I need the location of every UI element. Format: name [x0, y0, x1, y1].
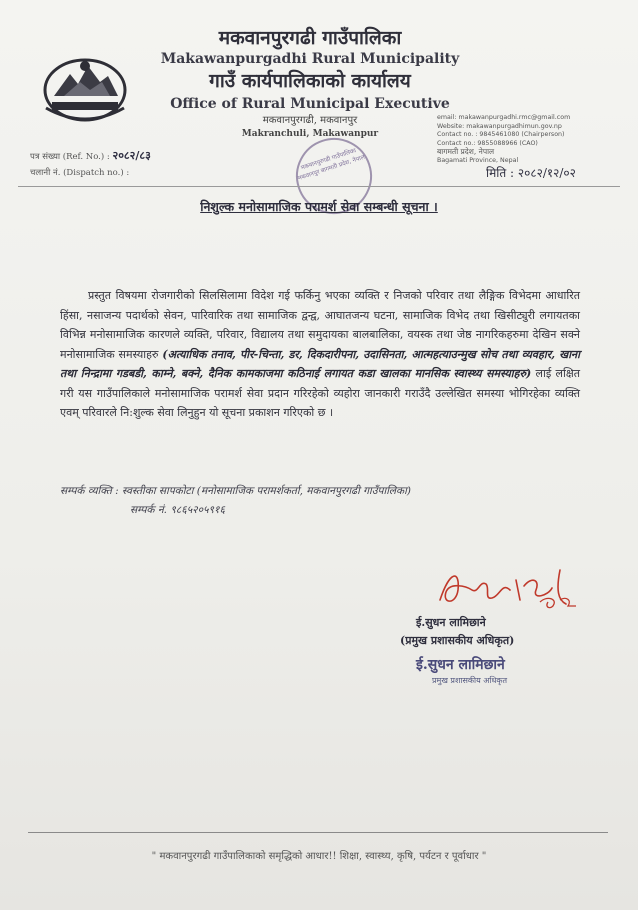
municipality-name-np: मकवानपुरगढी गाउँपालिका [218, 27, 402, 49]
body-text-emphasis: (अत्याधिक तनाव, पीर-चिन्ता, डर, दिकदारीपना, उदासिनता, आत्महत्याउन्मुख सोच तथा व्यवहार, खाना तथा निन्द्रामा गडबडी, काम्ने, बक्ने, दैनिक कामकाजमा कठिनाई लगायत कडा खालका मानसिक स्वास्थ्य समस्याहरु) [60, 347, 581, 380]
contact-cao: Contact no.: 9855088966 (CAO) [437, 139, 538, 147]
office-name-en: Office of Rural Municipal Executive [170, 96, 450, 112]
stamp-text: मकवानपुरगढी गाउँपालिका मकवानपुर बागमती प्रदेश, नेपाल [297, 147, 366, 183]
signatory-title: (प्रमुख प्रशासकीय अधिकृत) [400, 634, 515, 647]
province-en: Bagamati Province, Nepal [437, 156, 519, 164]
signature-stamp-title: प्रमुख प्रशासकीय अधिकृत [432, 676, 508, 685]
contact-block [437, 114, 627, 165]
reference-block [30, 148, 151, 181]
signatory-name: ई.सुधन लामिछाने [416, 616, 486, 629]
letter-number-label: पत्र संख्या (Ref. No.) : [30, 152, 110, 162]
letterhead [160, 26, 460, 141]
body-text-part1: प्रस्तुत विषयमा रोजगारीको सिलसिलामा विदेश गई फर्किनु भएका व्यक्ति र निजको परिवार तथा लैङ्गिक विभेदमा आधारित हिंसा, नसाजन्य पदार्थको सेवन, पारिवारिक तथा सामाजिक द्वन्द्व, आघातजन्य घटना, सामाजिक विभेद तथा खिसीट्युरी लगायतका विभिन्न मनोसामाजिक कारणले व्यक्ति, परिवार, विद्यालय तथा समुदायका बालबालिका, वयस्क तथा जेष्ठ नागरिकहरुमा देखिन सक्ने मनोसामाजिक समस्याहरु [60, 289, 580, 361]
province-np: बागमती प्रदेश, नेपाल [437, 147, 495, 156]
contact-person-name: सम्पर्क व्यक्ति : स्वस्तीका सापकोटा (मनोसामाजिक परामर्शकर्ता, मकवानपुरगढी गाउँपालिका) [60, 485, 411, 497]
notice-body [60, 286, 580, 423]
address-np: मकवानपुरगढी, मकवानपुर [262, 115, 358, 126]
letter-number-row [30, 148, 151, 165]
header-divider [18, 186, 620, 187]
contact-chairperson: Contact no. : 9845461080 (Chairperson) [437, 131, 565, 138]
footer-slogan: " मकवानपुरगढी गाउँपालिकाको समृद्धिको आधार!! शिक्षा, स्वास्थ्य, कृषि, पर्यटन र पूर्वाधार " [151, 851, 487, 862]
contact-person-phone: सम्पर्क नं. ९८६५२०५९१६ [130, 504, 225, 516]
contact-person-block [60, 482, 580, 520]
footer-divider [28, 832, 608, 833]
address-en: Makranchuli, Makawanpur [241, 129, 379, 139]
body-text-part2: लाई लक्षित गरी यस गाउँपालिकाले मनोसामाजिक परामर्श सेवा प्रदान गरिरहेको व्यहोरा जानकारी गराउँदै उल्लेखित समस्या भोगिरहेका व्यक्ति एवम् परिवारले नि:शुल्क सेवा लिनुहुन यो सूचना प्रकाशन गरिएको छ । [60, 367, 580, 419]
municipality-name-en: Makawanpurgadhi Rural Municipality [160, 51, 460, 67]
website-text: Website: makawanpurgadhimun.gov.np [437, 122, 562, 130]
office-name-np: गाउँ कार्यपालिकाको कार्यालय [209, 70, 411, 92]
email-text: email: makawanpurgadhi.rmc@gmail.com [437, 114, 571, 121]
letter-date: मिति : २०८२/१२/०२ [486, 166, 576, 180]
notice-subject: निशुल्क मनोसामाजिक परामर्श सेवा सम्बन्धी सूचना । [200, 199, 438, 214]
signature-stamp-name: ई.सुधन लामिछाने [416, 657, 505, 673]
nepal-emblem-icon [40, 52, 130, 126]
dispatch-number-label: चलानी नं. (Dispatch no.) : [30, 168, 130, 178]
letter-number-value: २०८२/८३ [112, 149, 151, 162]
